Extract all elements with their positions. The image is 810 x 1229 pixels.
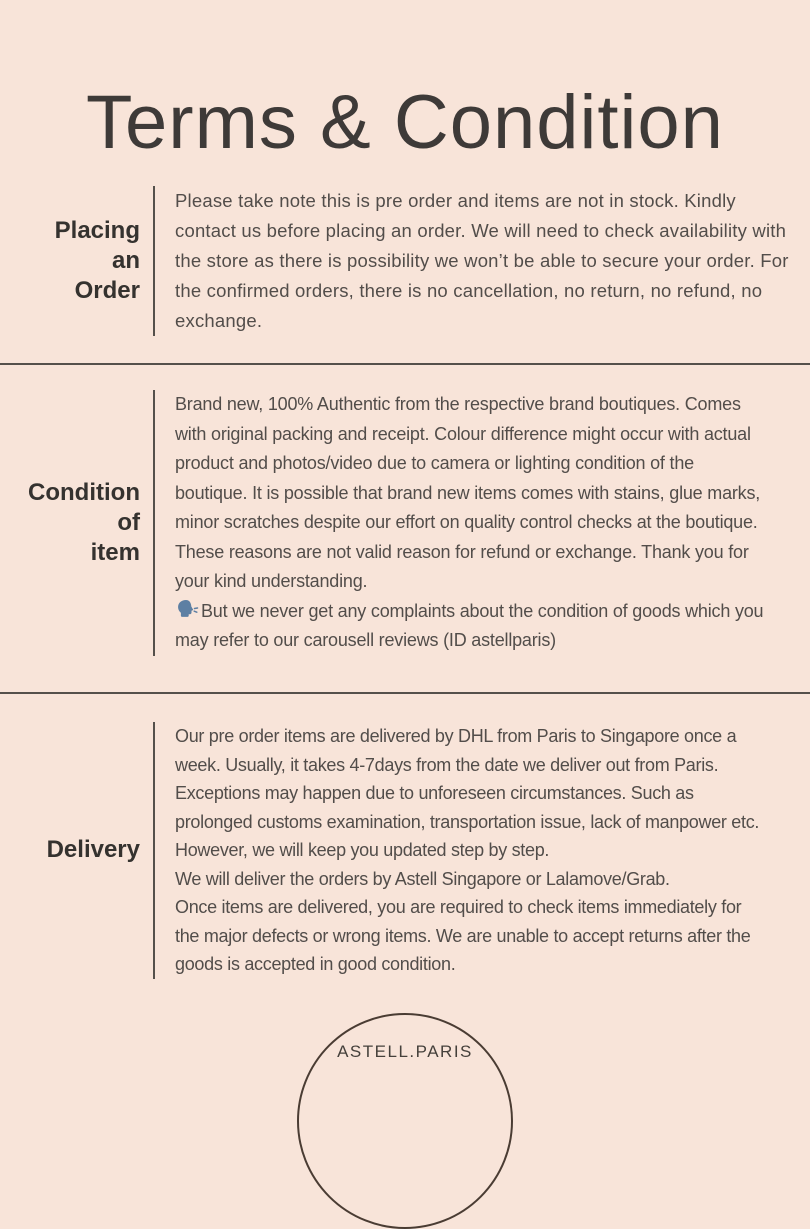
section-body-delivery <box>175 722 760 979</box>
vertical-divider <box>153 186 155 336</box>
horizontal-divider <box>0 692 810 694</box>
paragraph: Our pre order items are delivered by DHL from Paris to Singapore once a week. Usually, it takes 4-7days from the date we deliver out from Paris. Exceptions may happen due to unforeseen circumstances. Such as prolonged customs examination, transportation issue, lack of manpower etc. However, we will keep you updated step by step. <box>175 726 760 860</box>
vertical-divider <box>153 390 155 656</box>
label-line: of <box>117 508 140 536</box>
section-condition-of-item <box>0 390 810 656</box>
paragraph: Once items are delivered, you are required to check items immediately for the major defects or wrong items. We are unable to accept returns after the goods is accepted in good condition. <box>175 897 751 974</box>
speaking-head-icon <box>175 599 199 621</box>
section-body-placing-an-order <box>175 186 793 336</box>
paragraph: We will deliver the orders by Astell Singapore or Lalamove/Grab. <box>175 868 670 889</box>
label-line: Placing <box>54 217 140 244</box>
vertical-divider <box>153 722 155 979</box>
note-paragraph <box>175 597 765 656</box>
section-body-condition-of-item <box>175 390 765 656</box>
label-line: Delivery <box>46 836 140 864</box>
label-line: Condition <box>28 478 140 506</box>
section-label-placing-an-order <box>0 186 140 336</box>
label-line: item <box>90 538 140 566</box>
section-label-delivery <box>0 722 140 979</box>
page-title: Terms & Condition <box>86 79 724 165</box>
section-placing-an-order <box>0 186 810 336</box>
label-line: an <box>111 247 140 274</box>
label-line: Order <box>74 277 140 304</box>
horizontal-divider <box>0 363 810 365</box>
paragraph: Please take note this is pre order and items are not in stock. Kindly contact us before placing an order. We will need to check availability with the store as there is possibility we won’t be able to secure your order. For the confirmed orders, there is no cancellation, no return, no refund, no exchange. <box>175 190 789 331</box>
section-label-condition-of-item <box>0 390 140 656</box>
section-delivery <box>0 722 810 979</box>
brand-name: ASTELL.PARIS <box>337 1042 473 1061</box>
paragraph: Brand new, 100% Authentic from the respective brand boutiques. Comes with original packing and receipt. Colour difference might occur with actual product and photos/video due to camera or lighting condition of the boutique. It is possible that brand new items comes with stains, glue marks, minor scratches despite our effort on quality control checks at the boutique. These reasons are not valid reason for refund or exchange. Thank you for your kind understanding. <box>175 394 761 591</box>
note-text: But we never get any complaints about the condition of goods which you may refer to our carousell reviews (ID astellparis) <box>175 600 764 650</box>
